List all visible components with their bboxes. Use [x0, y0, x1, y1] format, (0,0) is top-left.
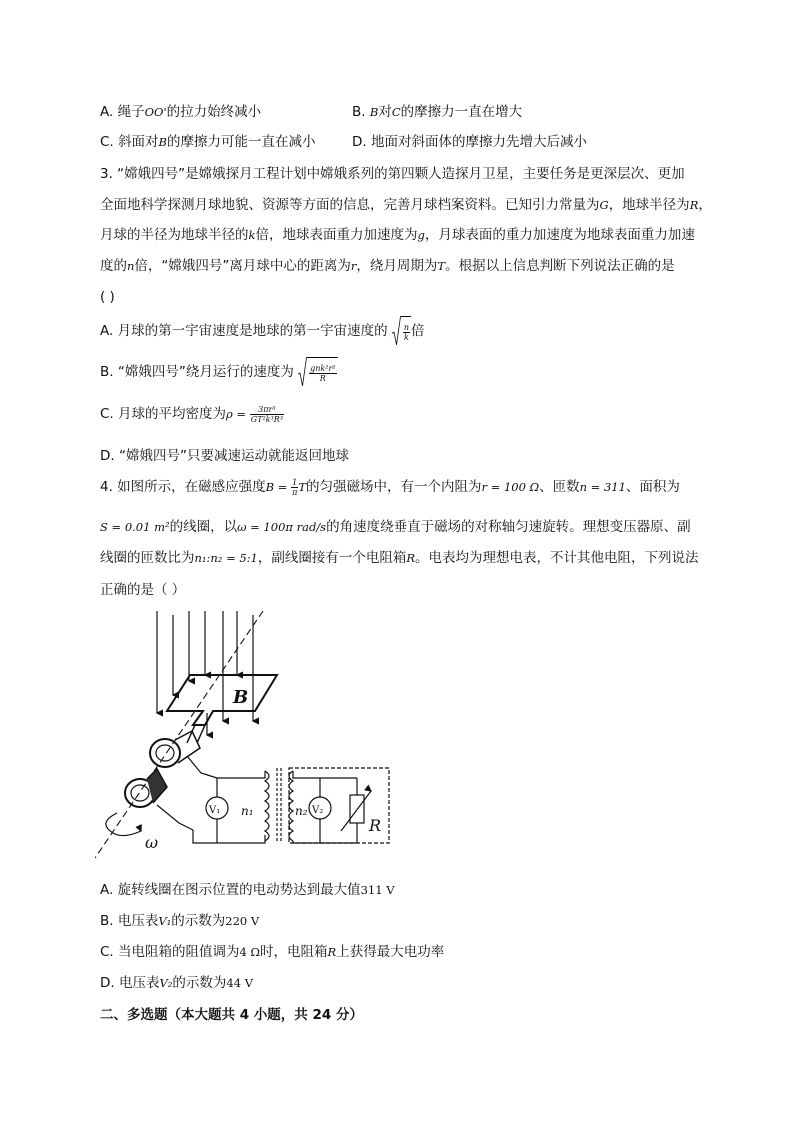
- q4-stem-line1: 4. 如图所示，在磁感应强度B = $\frac{1}{\pi}$ T的匀强磁场中，有一个内阻为r = 100 Ω、匝数n = 311、面积为: [100, 477, 680, 497]
- density-fraction: $\frac{\text{3πr³}}{\text{GT²k³R³}}$: [250, 404, 283, 424]
- q4-option-c: C. 当电阻箱的阻值调为4 Ω时，电阻箱R上获得最大电功率: [100, 944, 445, 960]
- sqrt-velocity: $\frac{\text{gnk²r²}}{R}$: [298, 357, 337, 387]
- q4-option-b: B. 电压表V₁的示数为220 V: [100, 913, 260, 929]
- q2-option-c: C. 斜面对B的摩擦力可能一直在减小: [100, 134, 316, 150]
- q4-stem-line3: 线圈的匝数比为n₁:n₂ = 5:1，副线圈接有一个电阻箱R。电表均为理想电表，不计其他电阻，下列说法: [100, 550, 699, 566]
- q4-stem-line2: S = 0.01 m²的线圈，以ω = 100π rad/s的角速度绕垂直于磁场的对称轴匀速旋转。理想变压器原、副: [100, 519, 691, 535]
- rotation-axis: [95, 611, 263, 858]
- q3-stem-line1: 3. “嫦娥四号”是嫦娥探月工程计划中嫦娥系列的第四颗人造探月卫星，主要任务是更深层次、更加: [100, 166, 685, 182]
- q2-option-b: B. B对C的摩擦力一直在增大: [352, 104, 523, 120]
- q4-option-a: A. 旋转线圈在图示位置的电动势达到最大值311 V: [100, 882, 395, 898]
- label-R: R: [369, 816, 382, 835]
- secondary-wire: [293, 771, 357, 778]
- q4-option-d: D. 电压表V₂的示数为44 V: [100, 975, 253, 991]
- primary-wire: [217, 771, 265, 778]
- q3-option-d: D. “嫦娥四号”只要减速运动就能返回地球: [100, 448, 349, 464]
- label-V2: V₂: [312, 805, 324, 816]
- q3-stem-line2: 全面地科学探测月球地貌、资源等方面的信息，完善月球档案资料。已知引力常量为G，地球半径为R，: [100, 197, 712, 213]
- label-B: B: [233, 687, 249, 708]
- generator-transformer-diagram: [95, 603, 395, 866]
- q3-stem-line4: 度的n倍，“嫦娥四号”离月球中心的距离为r，绕月周期为T。根据以上信息判断下列说法正确的是: [100, 258, 675, 274]
- q3-option-b: B. “嫦娥四号”绕月运行的速度为 $\frac{\text{gnk²r²}}{R}$: [100, 357, 338, 387]
- q3-option-c: C. 月球的平均密度为ρ = $\frac{\text{3πr³}}{\text{GT²k³R³}}$: [100, 404, 283, 424]
- q3-answer-paren: ( ): [100, 289, 115, 305]
- label-n2: n₂: [295, 804, 308, 818]
- q4-stem-line4: 正确的是（ ）: [100, 582, 186, 598]
- rotating-coil: [167, 675, 277, 725]
- label-V1: V₁: [209, 805, 221, 816]
- label-n1: n₁: [241, 804, 254, 818]
- q3-stem-line3: 月球的半径为地球半径的k倍，地球表面重力加速度为g，月球表面的重力加速度为地球表面重力加速: [100, 227, 695, 243]
- primary-coil: [265, 771, 269, 841]
- q2-option-d: D. 地面对斜面体的摩擦力先增大后减小: [352, 134, 587, 150]
- sqrt-n-over-k: $\frac{n}{k}$: [392, 316, 411, 346]
- section-heading-multiple-choice: 二、多选题（本大题共 4 小题，共 24 分）: [100, 1007, 363, 1023]
- q3-option-a: A. 月球的第一宇宙速度是地球的第一宇宙速度的 $\frac{n}{k}$ 倍: [100, 316, 425, 346]
- label-omega: ω: [145, 833, 159, 852]
- q2-option-a: A. 绳子OO'的拉力始终减小: [100, 104, 262, 120]
